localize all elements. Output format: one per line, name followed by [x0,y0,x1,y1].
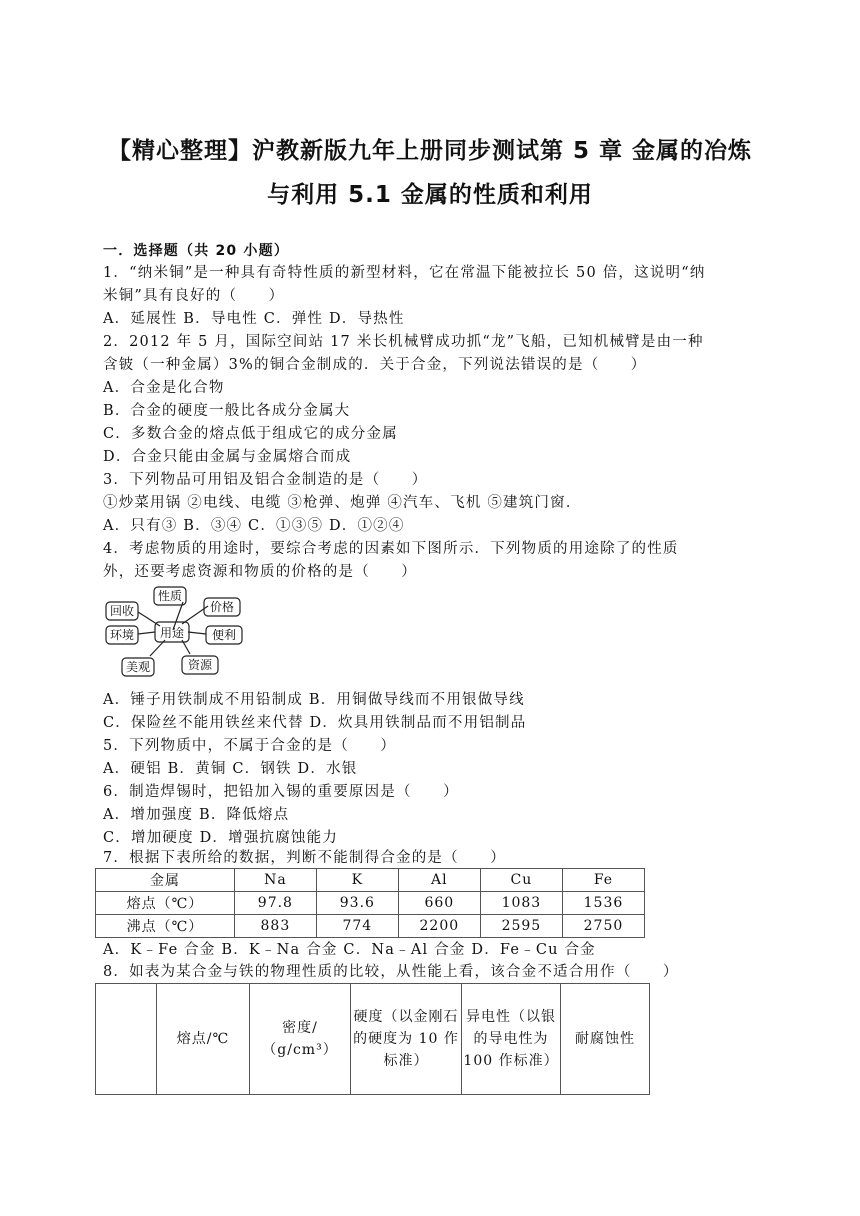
diagram-node: 回收 [109,604,135,618]
diagram-node: 环境 [109,628,135,642]
text-line: 4．考虑物质的用途时，要综合考虑的因素如下图所示．下列物质的用途除了的性质 [103,541,679,557]
text-line: 5．下列物质中，不属于合金的是（ ） [103,738,397,754]
table-cell: 97.8 [234,892,316,915]
table-cell: 93.6 [316,892,398,915]
text-line: C．增加硬度 D．增强抗腐蚀能力 [103,830,339,846]
diagram-node: 资源 [187,658,213,672]
table-cell: 774 [316,915,398,938]
text-line: A．K﹣Fe 合金 B．K﹣Na 合金 C．Na﹣Al 合金 D．Fe﹣Cu 合金 [103,942,596,958]
document-title-line-1: 【精心整理】沪教新版九年上册同步测试第 5 章 金属的冶炼 [107,138,753,164]
text-line: 7．根据下表所给的数据，判断不能制得合金的是（ ） [103,850,506,866]
table-cell: 2595 [480,915,562,938]
diagram-node: 价格 [209,600,235,614]
diagram-node: 便利 [211,628,237,642]
metal-data-table [95,868,645,938]
table-cell: 1083 [480,892,562,915]
text-line: A．延展性 B．导电性 C．弹性 D．导热性 [103,311,405,327]
table-cell: 密度/（g/cm³） [250,984,351,1095]
text-line: 含铍（一种金属）3%的铜合金制成的．关于合金，下列说法错误的是（ ） [103,357,647,373]
text-line: 外，还要考虑资源和物质的价格的是（ ） [103,564,417,580]
table-header-row [96,984,650,1095]
table-header-row [96,869,645,892]
text-line: C．多数合金的熔点低于组成它的成分金属 [103,426,398,442]
table-cell: 660 [398,892,480,915]
table-cell: Cu [480,869,562,892]
table-cell: 耐腐蚀性 [561,984,650,1095]
table-cell: K [316,869,398,892]
text-line: 3．下列物品可用铝及铝合金制造的是（ ） [103,472,428,488]
table-cell: 熔点/℃ [157,984,250,1095]
table-cell: 2750 [562,915,644,938]
table-cell: 金属 [96,869,235,892]
document-title-line-2: 与利用 5.1 金属的性质和利用 [267,182,593,208]
text-line: 2．2012 年 5 月，国际空间站 17 米长机械臂成功抓“龙”飞船，已知机械臂是由一种 [103,334,704,350]
text-line: 8．如表为某合金与铁的物理性质的比较，从性能上看，该合金不适合用作（ ） [103,964,679,980]
text-line: A．硬铝 B．黄铜 C．钢铁 D．水银 [103,761,358,777]
table-cell: Fe [562,869,644,892]
text-line: D．合金只能由金属与金属熔合而成 [103,449,352,465]
text-line: 1．“纳米铜”是一种具有奇特性质的新型材料，它在常温下能被拉长 50 倍，这说明“纳 [103,265,706,281]
text-line: A．增加强度 B．降低熔点 [103,807,290,823]
table-cell: 硬度（以金刚石的硬度为 10 作标准） [351,984,462,1095]
diagram-center: 用途 [159,626,185,640]
text-line: 6．制造焊锡时，把铅加入锡的重要原因是（ ） [103,784,459,800]
diagram-node: 美观 [125,660,151,674]
section-heading: 一．选择题（共 20 小题） [103,243,290,259]
table-cell: Na [234,869,316,892]
table-row [96,915,645,938]
text-line: C．保险丝不能用铁丝来代替 D．炊具用铁制品而不用铝制品 [103,715,527,731]
text-line: B．合金的硬度一般比各成分金属大 [103,403,351,419]
table-cell: 沸点（℃） [96,915,235,938]
text-line: 米铜”具有良好的（ ） [103,288,285,304]
table-cell: 1536 [562,892,644,915]
factor-diagram [100,582,250,682]
table-row [96,892,645,915]
alloy-properties-table [95,983,650,1095]
table-cell: 2200 [398,915,480,938]
text-line: A．合金是化合物 [103,380,225,396]
table-cell: 熔点（℃） [96,892,235,915]
table-cell: 883 [234,915,316,938]
text-line: ①炒菜用锅 ②电线、电缆 ③枪弹、炮弹 ④汽车、飞机 ⑤建筑门窗． [103,495,582,511]
text-line: A．只有③ B．③④ C．①③⑤ D．①②④ [103,518,405,534]
table-cell [96,984,157,1095]
table-cell: 异电性（以银的导电性为 100 作标准） [462,984,561,1095]
table-cell: Al [398,869,480,892]
text-line: A．锤子用铁制成不用铅制成 B．用铜做导线而不用银做导线 [103,692,525,708]
diagram-node: 性质 [157,589,183,603]
